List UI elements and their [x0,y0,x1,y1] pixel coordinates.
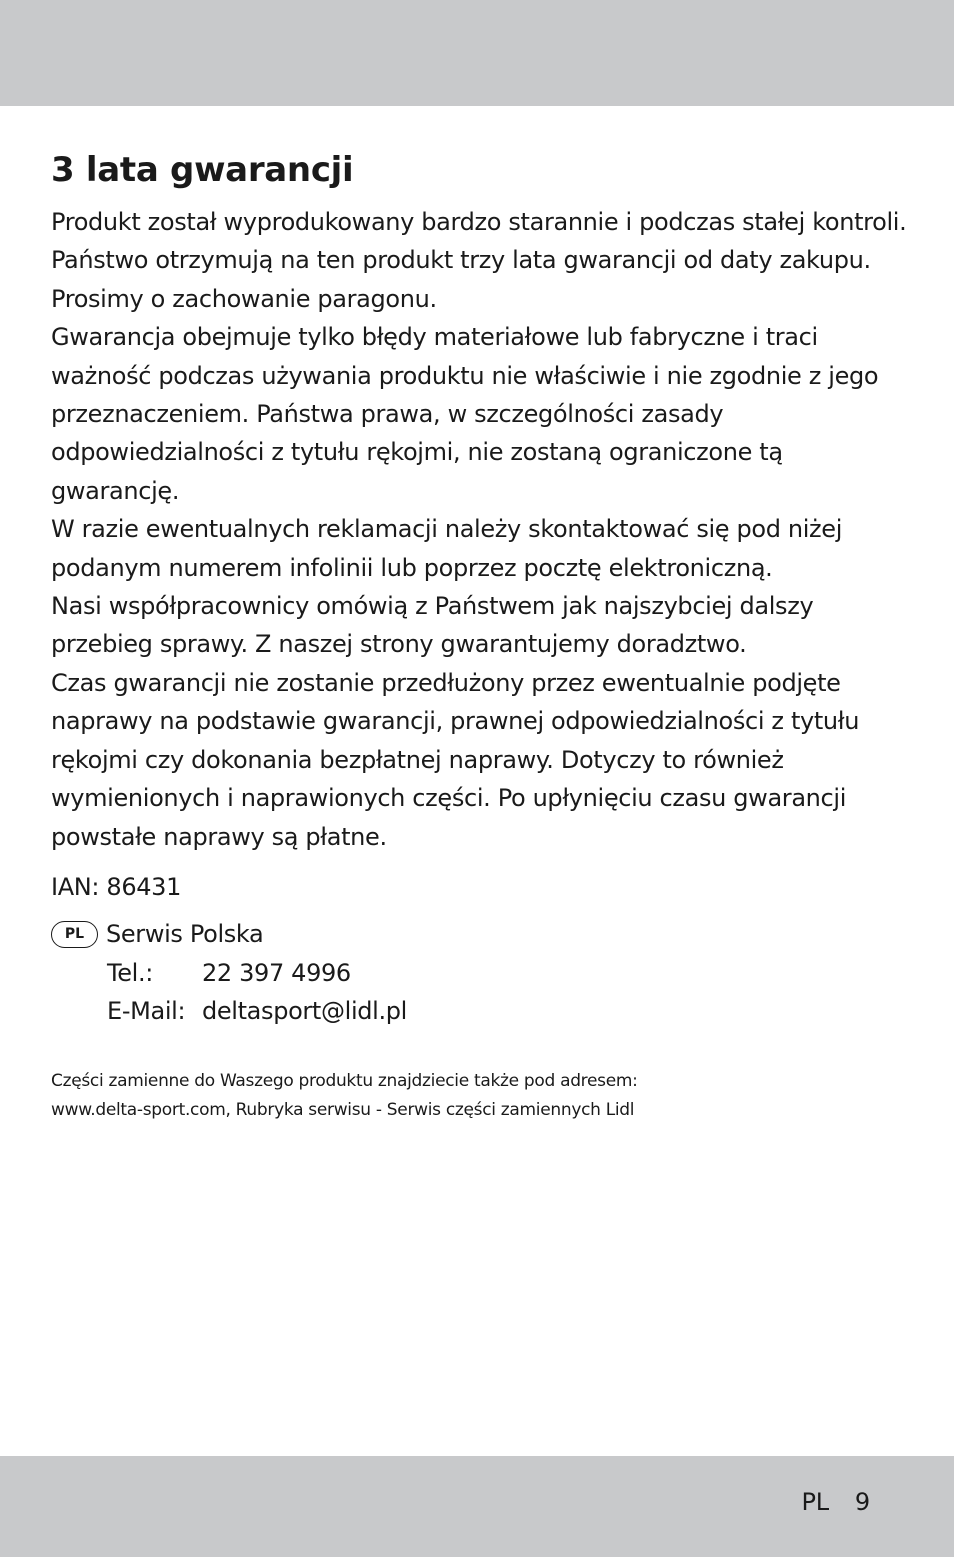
service-contact [51,915,911,1030]
language-code: PL [801,1488,829,1516]
warranty-section [51,148,911,1125]
page-number: 9 [854,1488,870,1516]
paragraph-advice: Nasi współpracownicy omówią z Państwem jak najszybciej dalszy przebieg sprawy. Z naszej strony gwarantujemy doradztwo. [51,592,814,659]
spare-parts-line-2: www.delta-sport.com, Rubryka serwisu - Serwis części zamiennych Lidl [51,1099,635,1120]
service-name: Serwis Polska [106,920,264,949]
ian-number: IAN: 86431 [51,872,182,901]
paragraph-coverage: Gwarancja obejmuje tylko błędy materiałowe lub fabryczne i traci ważność podczas używania produktu nie właściwie i nie zgodnie z jego przeznaczeniem. Państwa prawa, w szczególności zasady odpowiedzialności z tytułu rękojmi, nie zostaną ograniczone tą gwarancję. [51,323,879,505]
page-footer [801,1483,870,1521]
country-badge-icon: PL [51,921,98,948]
spare-parts-line-1: Części zamienne do Waszego produktu znajdziecie także pod adresem: [51,1070,638,1091]
page-title: 3 lata gwarancji [51,150,354,190]
service-name-row [51,915,911,953]
paragraph-intro: Produkt został wyprodukowany bardzo starannie i podczas stałej kontroli. Państwo otrzymują na ten produkt trzy lata gwarancji od daty zakupu. Prosimy o zachowanie paragonu. [51,208,907,313]
email-label: E-Mail: [107,997,186,1026]
spare-parts-note [51,1067,911,1125]
phone-row [51,954,911,992]
paragraph-claims: W razie ewentualnych reklamacji należy skontaktować się pod niżej podanym numerem infolinii lub poprzez pocztę elektroniczną. [51,515,843,582]
email-address[interactable]: deltasport@lidl.pl [202,997,407,1026]
email-row [51,992,911,1030]
phone-number[interactable]: 22 397 4996 [202,958,351,987]
warranty-body [51,203,911,856]
paragraph-period: Czas gwarancji nie zostanie przedłużony przez ewentualnie podjęte naprawy na podstawie gwarancji, prawnej odpowiedzialności z tytułu rękojmi czy dokonania bezpłatnej naprawy. Dotyczy to również wymienionych i naprawionych części. Po upłynięciu czasu gwarancji powstałe naprawy są płatne. [51,668,860,851]
header-band [0,0,954,106]
phone-label: Tel.: [107,958,153,987]
